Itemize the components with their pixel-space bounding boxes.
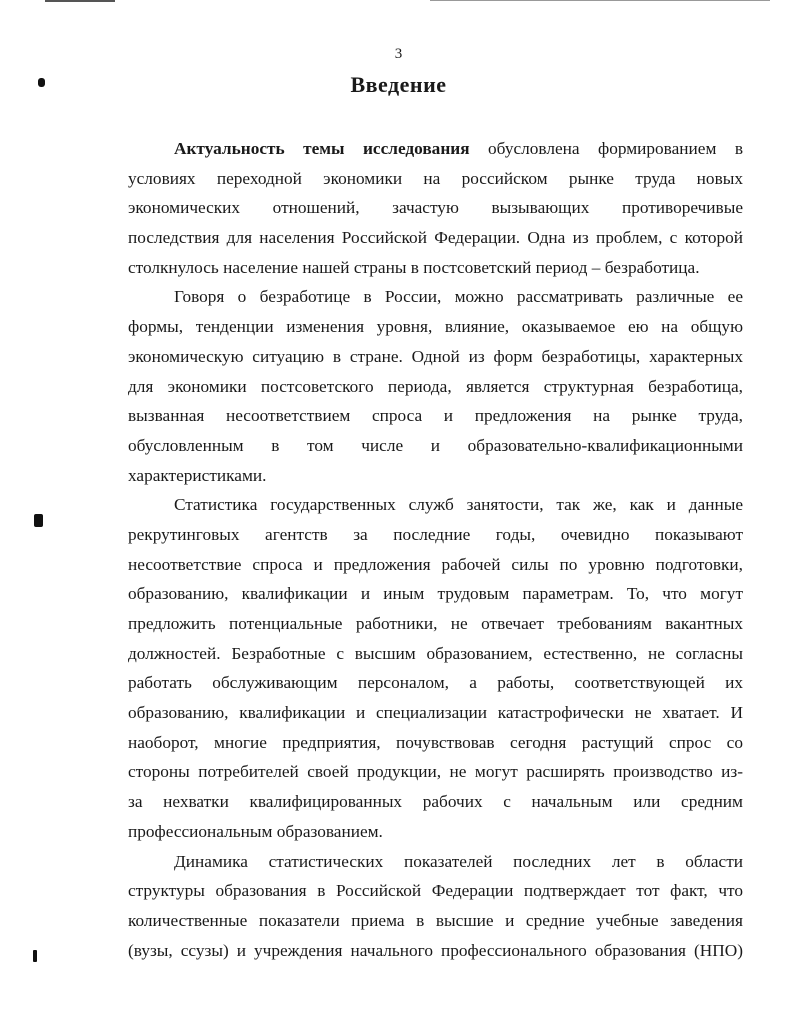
scan-speck-2 bbox=[34, 514, 43, 527]
paragraph-4 bbox=[128, 847, 743, 966]
document-body bbox=[128, 134, 743, 965]
paragraph-line: экономическую ситуацию в стране. Одной из форм безработицы, характерных bbox=[128, 346, 743, 366]
paragraph-line: должностей. Безработные с высшим образованием, естественно, не согласны bbox=[128, 643, 743, 663]
paragraph-line: вызванная несоответствием спроса и предложения на рынке труда, bbox=[128, 406, 743, 426]
page-number: 3 bbox=[394, 46, 403, 62]
paragraph-line: условиях переходной экономики на российском рынке труда новых bbox=[128, 168, 743, 188]
paragraph-line: количественные показатели приема в высшие и средние учебные заведения bbox=[128, 910, 743, 930]
paragraph-line: Говоря о безработице в России, можно рассматривать различные ее bbox=[174, 287, 743, 307]
paragraph-line: столкнулось население нашей страны в постсоветский период – безработица. bbox=[128, 257, 700, 277]
paragraph-line: (вузы, ссузы) и учреждения начального профессионального образования (НПО) bbox=[128, 940, 743, 960]
scan-artifact-top-right bbox=[430, 0, 770, 1]
scan-speck-3 bbox=[33, 950, 37, 962]
paragraph-line: обусловленным в том числе и образовательно-квалификационными bbox=[128, 435, 743, 455]
lead-bold-phrase: Актуальность темы исследования bbox=[174, 139, 470, 158]
paragraph-line: образованию, квалификации и специализации катастрофически не хватает. И bbox=[128, 703, 743, 723]
paragraph-2 bbox=[128, 282, 743, 490]
paragraph-line: Статистика государственных служб занятости, так же, как и данные bbox=[174, 495, 743, 515]
paragraph-line: несоответствие спроса и предложения рабочей силы по уровню подготовки, bbox=[128, 554, 743, 574]
paragraph-line: формы, тенденции изменения уровня, влияние, оказываемое ею на общую bbox=[128, 317, 743, 337]
page-title: Введение bbox=[350, 72, 447, 97]
paragraph-line: за нехватки квалифицированных рабочих с начальным или средним bbox=[128, 792, 743, 812]
paragraph-line: образованию, квалификации и иным трудовым параметрам. То, что могут bbox=[128, 584, 743, 604]
paragraph-line: для экономики постсоветского периода, является структурная безработица, bbox=[128, 376, 743, 396]
paragraph-line: работать обслуживающим персоналом, а работы, соответствующей их bbox=[128, 673, 743, 693]
paragraph-line: предложить потенциальные работники, не отвечает требованиям вакантных bbox=[128, 614, 743, 633]
paragraph-line: наоборот, многие предприятия, почувствовав сегодня растущий спрос со bbox=[128, 732, 743, 752]
paragraph-line: рекрутинговых агентств за последние годы, очевидно показывают bbox=[128, 524, 743, 544]
paragraph-1 bbox=[128, 134, 743, 282]
paragraph-line: стороны потребителей своей продукции, не могут расширять производство из- bbox=[128, 762, 743, 782]
paragraph-line: Актуальность темы исследования обусловлена формированием в bbox=[174, 139, 743, 158]
paragraph-3 bbox=[128, 490, 743, 846]
paragraph-line: экономических отношений, зачастую вызывающих противоречивые bbox=[128, 198, 743, 218]
paragraph-line: Динамика статистических показателей последних лет в области bbox=[174, 851, 743, 871]
paragraph-line: профессиональным образованием. bbox=[128, 821, 383, 841]
paragraph-line: последствия для населения Российской Федерации. Одна из проблем, с которой bbox=[128, 228, 743, 248]
paragraph-line: характеристиками. bbox=[128, 465, 267, 485]
paragraph-line: структуры образования в Российской Федерации подтверждает тот факт, что bbox=[128, 881, 743, 901]
scan-artifact-top-left bbox=[45, 0, 115, 2]
